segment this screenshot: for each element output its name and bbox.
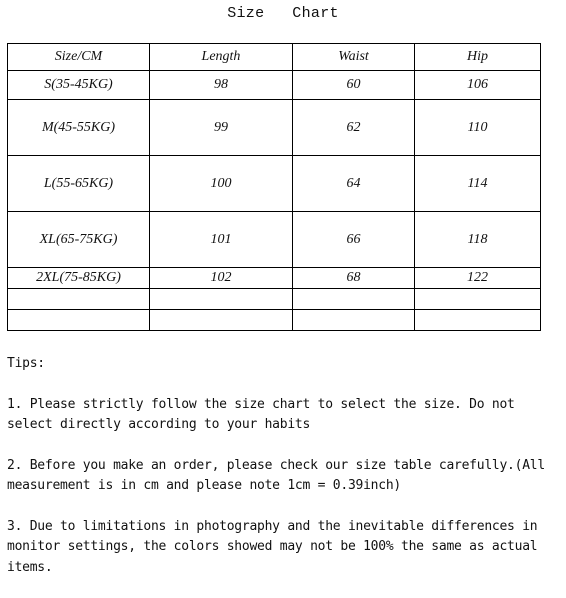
page-title: Size Chart	[227, 5, 339, 22]
tip-item: 2. Before you make an order, please check our size table carefully.(All measurement is in cm and please note 1cm = 0.39inch)	[7, 457, 545, 493]
cell-hip: 122	[415, 268, 541, 289]
cell-empty	[150, 310, 293, 331]
cell-waist: 68	[293, 268, 415, 289]
cell-hip: 106	[415, 71, 541, 100]
table-row	[8, 212, 541, 268]
cell-size: S(35-45KG)	[8, 71, 150, 100]
column-header-size: Size/CM	[8, 44, 150, 71]
cell-size: M(45-55KG)	[8, 100, 150, 156]
column-header-hip: Hip	[415, 44, 541, 71]
tips-section	[7, 354, 563, 598]
cell-empty	[293, 310, 415, 331]
cell-waist: 66	[293, 212, 415, 268]
table-row	[8, 268, 541, 289]
table-row-empty	[8, 289, 541, 310]
tips-heading: Tips:	[7, 356, 45, 371]
table-row	[8, 156, 541, 212]
table-header-row	[8, 44, 541, 71]
table-row	[8, 71, 541, 100]
cell-hip: 114	[415, 156, 541, 212]
cell-length: 101	[150, 212, 293, 268]
cell-hip: 118	[415, 212, 541, 268]
cell-length: 99	[150, 100, 293, 156]
column-header-waist: Waist	[293, 44, 415, 71]
cell-empty	[150, 289, 293, 310]
cell-empty	[8, 310, 150, 331]
cell-waist: 64	[293, 156, 415, 212]
cell-length: 100	[150, 156, 293, 212]
cell-empty	[8, 289, 150, 310]
tip-item: 3. Due to limitations in photography and the inevitable differences in monitor settings, the colors showed may not be 100% the same as actual items.	[7, 518, 538, 575]
size-chart-table	[7, 43, 541, 331]
cell-length: 102	[150, 268, 293, 289]
cell-length: 98	[150, 71, 293, 100]
table-row	[8, 100, 541, 156]
column-header-length: Length	[150, 44, 293, 71]
cell-empty	[415, 310, 541, 331]
cell-size: L(55-65KG)	[8, 156, 150, 212]
cell-size: 2XL(75-85KG)	[8, 268, 150, 289]
cell-waist: 62	[293, 100, 415, 156]
tip-item: 1. Please strictly follow the size chart to select the size. Do not select directly according to your habits	[7, 396, 515, 432]
table-row-empty	[8, 310, 541, 331]
cell-size: XL(65-75KG)	[8, 212, 150, 268]
cell-empty	[293, 289, 415, 310]
cell-empty	[415, 289, 541, 310]
cell-waist: 60	[293, 71, 415, 100]
cell-hip: 110	[415, 100, 541, 156]
